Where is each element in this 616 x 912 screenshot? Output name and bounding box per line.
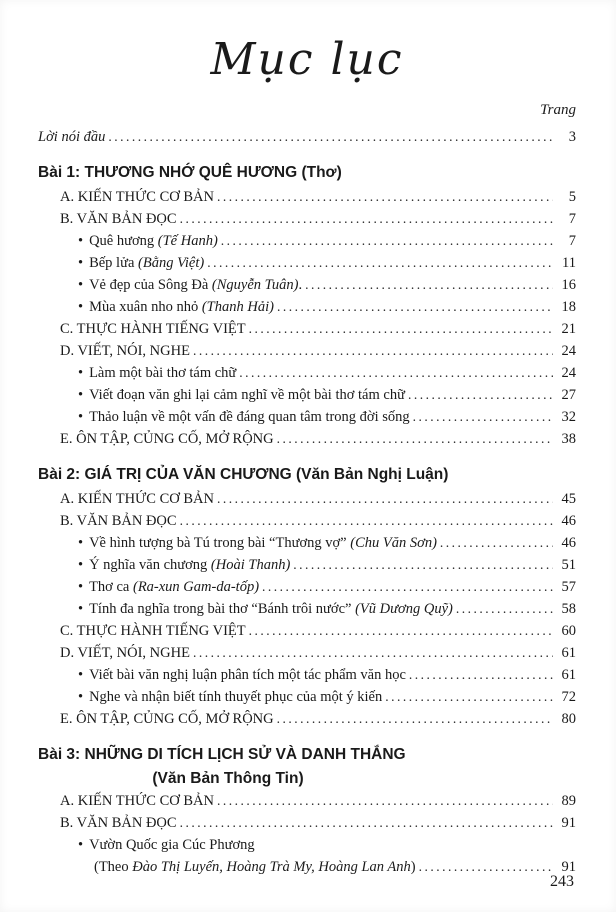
- toc-label: A. KIẾN THỨC CƠ BẢN: [60, 189, 214, 205]
- dotted-leader: [419, 856, 553, 878]
- toc-label: • Thảo luận về một vấn đề đáng quan tâm trong đời sống: [78, 409, 410, 425]
- page-ref: 72: [561, 689, 576, 705]
- dotted-leader: [277, 708, 553, 730]
- toc-row: [60, 208, 576, 230]
- toc-label: D. VIẾT, NÓI, NGHE: [60, 645, 190, 661]
- page-ref: 89: [561, 793, 576, 809]
- toc-label: • Tính đa nghĩa trong bài thơ “Bánh trôi nước” (Vũ Dương Quỹ): [78, 601, 453, 617]
- dotted-leader: [409, 664, 553, 686]
- page-ref: 51: [561, 557, 576, 573]
- toc-label: B. VĂN BẢN ĐỌC: [60, 513, 177, 529]
- dotted-leader: [180, 510, 553, 532]
- toc-row: [78, 576, 576, 598]
- dotted-leader: [277, 428, 553, 450]
- page-ref: 80: [561, 711, 576, 727]
- bullet-icon: •: [78, 277, 84, 293]
- dotted-leader: [193, 642, 553, 664]
- toc-section: [38, 462, 576, 730]
- toc-label: E. ÔN TẬP, CỦNG CỐ, MỞ RỘNG: [60, 711, 274, 727]
- dotted-leader: [217, 186, 553, 208]
- page-ref: 46: [561, 513, 576, 529]
- toc-row: [60, 642, 576, 664]
- page-ref: 27: [561, 387, 576, 403]
- toc-row: [78, 252, 576, 274]
- dotted-leader: [305, 274, 553, 296]
- toc-row: [60, 318, 576, 340]
- dotted-leader: [385, 686, 553, 708]
- toc-label: • Viết đoạn văn ghi lại cảm nghĩ về một bài thơ tám chữ: [78, 387, 405, 403]
- toc-label: C. THỰC HÀNH TIẾNG VIỆT: [60, 321, 246, 337]
- toc-row: [78, 230, 576, 252]
- toc-row: [60, 620, 576, 642]
- page-ref: 18: [561, 299, 576, 315]
- toc-label: • Thơ ca (Ra-xun Gam-da-tốp): [78, 579, 260, 595]
- toc-row: [60, 510, 576, 532]
- dotted-leader: [249, 318, 553, 340]
- toc-label: B. VĂN BẢN ĐỌC: [60, 815, 177, 831]
- dotted-leader: [262, 576, 553, 598]
- toc-label: C. THỰC HÀNH TIẾNG VIỆT: [60, 623, 246, 639]
- bullet-icon: •: [78, 579, 84, 595]
- dotted-leader: [108, 126, 553, 148]
- toc-row: [78, 274, 576, 296]
- toc-row: [78, 664, 576, 686]
- toc-section: [38, 742, 576, 878]
- page-ref: 45: [561, 491, 576, 507]
- dotted-leader: [180, 812, 553, 834]
- page-ref: 61: [561, 667, 576, 683]
- toc-label: A. KIẾN THỨC CƠ BẢN: [60, 491, 214, 507]
- dotted-leader: [456, 598, 553, 620]
- dotted-leader: [408, 384, 553, 406]
- toc-label: E. ÔN TẬP, CỦNG CỐ, MỞ RỘNG: [60, 431, 274, 447]
- dotted-leader: [440, 532, 553, 554]
- page-ref: 91: [561, 815, 576, 831]
- section-heading: Bài 3: NHỮNG DI TÍCH LỊCH SỬ VÀ DANH THẮNG: [38, 746, 406, 763]
- page-column-label: Trang: [540, 102, 576, 118]
- dotted-leader: [180, 208, 553, 230]
- toc-label: • Làm một bài thơ tám chữ: [78, 365, 237, 381]
- section-subheading: (Văn Bản Thông Tin): [152, 770, 304, 787]
- page-ref: 7: [568, 211, 576, 227]
- page-ref: 46: [561, 535, 576, 551]
- page-ref: 91: [561, 859, 576, 875]
- toc-row: [60, 708, 576, 730]
- section-heading: Bài 2: GIÁ TRỊ CỦA VĂN CHƯƠNG (Văn Bản Nghị Luận): [38, 466, 449, 483]
- toc-row: [60, 340, 576, 362]
- toc-label: • Nghe và nhận biết tính thuyết phục của một ý kiến: [78, 689, 383, 705]
- bullet-icon: •: [78, 557, 84, 573]
- toc-row: [78, 362, 576, 384]
- toc-label: • Vườn Quốc gia Cúc Phương: [78, 837, 255, 853]
- bullet-icon: •: [78, 409, 84, 425]
- toc-row: [78, 686, 576, 708]
- toc-row: [60, 186, 576, 208]
- toc-label: • Bếp lửa (Bằng Việt): [78, 255, 205, 271]
- toc-row-preface: [38, 126, 576, 148]
- bullet-icon: •: [78, 601, 84, 617]
- toc-label: • Vẻ đẹp của Sông Đà (Nguyễn Tuân).: [78, 277, 303, 293]
- toc-label: • Mùa xuân nho nhỏ (Thanh Hải): [78, 299, 274, 315]
- dotted-leader: [249, 620, 553, 642]
- bullet-icon: •: [78, 365, 84, 381]
- bullet-icon: •: [78, 233, 84, 249]
- page-ref: 11: [562, 255, 576, 271]
- toc-label: • Quê hương (Tế Hanh): [78, 233, 218, 249]
- toc-label: B. VĂN BẢN ĐỌC: [60, 211, 177, 227]
- toc-label: (Theo Đào Thị Luyến, Hoàng Trà My, Hoàng Lan Anh): [94, 859, 416, 875]
- section-heading: Bài 1: THƯƠNG NHỚ QUÊ HƯƠNG (Thơ): [38, 164, 342, 181]
- page-ref: 24: [561, 365, 576, 381]
- toc-label: D. VIẾT, NÓI, NGHE: [60, 343, 190, 359]
- toc-row: [78, 296, 576, 318]
- dotted-leader: [239, 362, 553, 384]
- dotted-leader: [293, 554, 553, 576]
- dotted-leader: [207, 252, 553, 274]
- toc-row: [78, 384, 576, 406]
- page-ref: 16: [561, 277, 576, 293]
- toc-row: [78, 598, 576, 620]
- page-ref: 7: [568, 233, 576, 249]
- dotted-leader: [193, 340, 553, 362]
- toc-label: Lời nói đầu: [38, 129, 106, 145]
- book-page-number: 243: [550, 873, 574, 890]
- toc-label: • Ý nghĩa văn chương (Hoài Thanh): [78, 557, 291, 573]
- toc-row: [78, 406, 576, 428]
- toc-label: A. KIẾN THỨC CƠ BẢN: [60, 793, 214, 809]
- page-ref: 3: [568, 129, 576, 145]
- toc-row: [94, 856, 576, 878]
- bullet-icon: •: [78, 255, 84, 271]
- page-ref: 32: [561, 409, 576, 425]
- toc-label: • Viết bài văn nghị luận phân tích một tác phẩm văn học: [78, 667, 406, 683]
- toc-label: • Về hình tượng bà Tú trong bài “Thương vợ” (Chu Văn Sơn): [78, 535, 437, 551]
- page-ref: 5: [568, 189, 576, 205]
- toc-row: [78, 532, 576, 554]
- page-ref: 61: [561, 645, 576, 661]
- page-title: Mục lục: [210, 34, 404, 85]
- toc-row: [78, 834, 576, 856]
- toc-section: [38, 160, 576, 450]
- toc-row: [60, 488, 576, 510]
- toc-row: [60, 812, 576, 834]
- bullet-icon: •: [78, 837, 84, 853]
- toc-row: [60, 790, 576, 812]
- dotted-leader: [221, 230, 553, 252]
- bullet-icon: •: [78, 667, 84, 683]
- page-ref: 60: [561, 623, 576, 639]
- toc-row: [78, 554, 576, 576]
- bullet-icon: •: [78, 387, 84, 403]
- dotted-leader: [217, 488, 553, 510]
- bullet-icon: •: [78, 299, 84, 315]
- dotted-leader: [277, 296, 553, 318]
- bullet-icon: •: [78, 535, 84, 551]
- page-ref: 21: [561, 321, 576, 337]
- bullet-icon: •: [78, 689, 84, 705]
- page-ref: 58: [561, 601, 576, 617]
- toc-sections: [38, 160, 576, 878]
- page-ref: 24: [561, 343, 576, 359]
- dotted-leader: [413, 406, 553, 428]
- dotted-leader: [217, 790, 553, 812]
- page-ref: 38: [561, 431, 576, 447]
- toc-row: [60, 428, 576, 450]
- page-ref: 57: [561, 579, 576, 595]
